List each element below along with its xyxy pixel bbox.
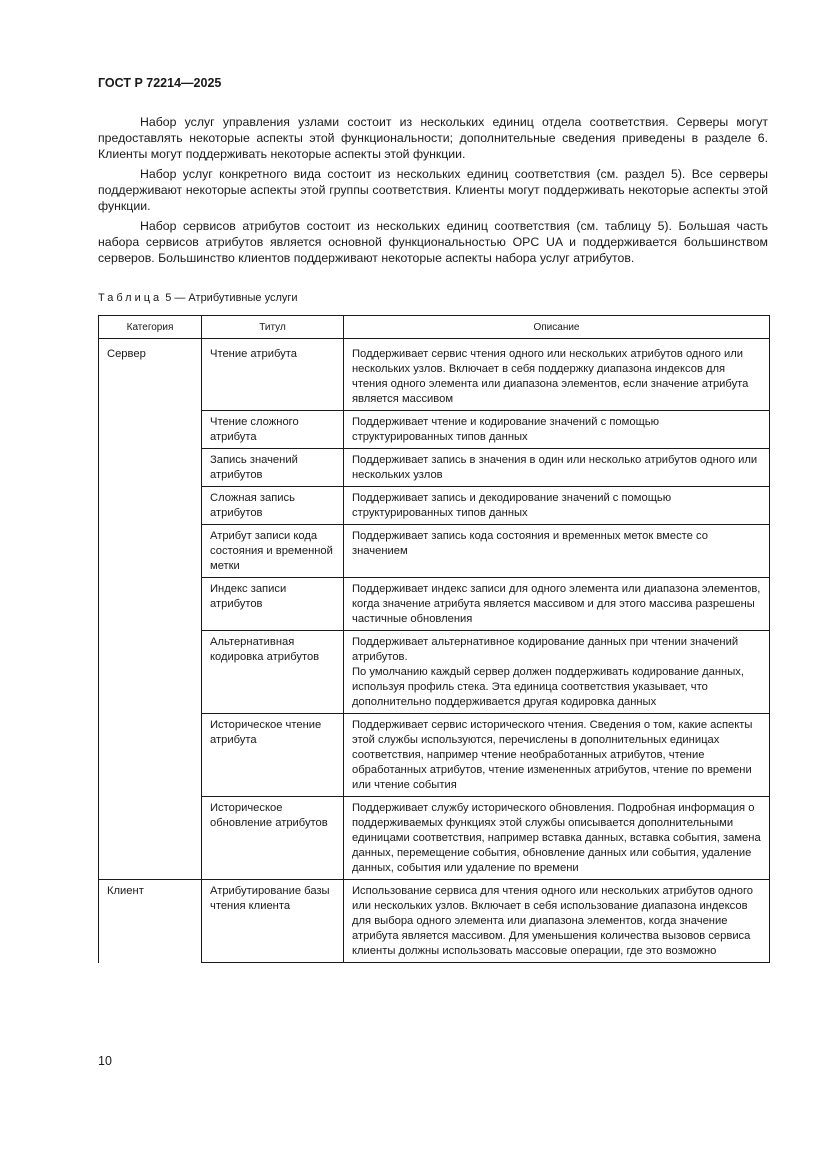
cell-category: Сервер [99, 339, 202, 411]
cell-category: Клиент [99, 880, 202, 963]
column-header-title: Титул [202, 316, 344, 339]
table-caption-text: 5 — Атрибутивные услуги [165, 292, 298, 304]
cell-description: Поддерживает запись и декодирование значений с помощью структурированных типов данных [344, 487, 770, 525]
cell-category [99, 487, 202, 525]
cell-description: Использование сервиса для чтения одного или нескольких атрибутов одного или нескольких узлов. Включает в себя использование диапазона индексов для выбора одного элемента или диапазона элементов, когда значение атрибута является массивом. Для уменьшения количества вызовов сервиса клиенты должны использовать массовые операции, где это возможно [344, 880, 770, 963]
cell-title: Атрибут записи кода состояния и временной метки [202, 525, 344, 578]
table-row [99, 339, 770, 411]
cell-description: Поддерживает чтение и кодирование значений с помощью структурированных типов данных [344, 411, 770, 449]
cell-description: Поддерживает сервис чтения одного или нескольких атрибутов одного или нескольких узлов. Включает в себя поддержку диапазона индексов для чтения одного элемента или диапазона элементов, если значение атрибута является массивом [344, 339, 770, 411]
table-row [99, 631, 770, 714]
cell-title: Альтернативная кодировка атрибутов [202, 631, 344, 714]
cell-title: Чтение сложного атрибута [202, 411, 344, 449]
column-header-description: Описание [344, 316, 770, 339]
table-caption-prefix: Таблица [98, 292, 163, 304]
paragraph: Набор сервисов атрибутов состоит из нескольких единиц соответствия (см. таблицу 5). Большая часть набора сервисов атрибутов является основной функциональностью OPC UA и поддерживается большинством серверов. Большинство клиентов поддерживают некоторые аспекты набора услуг атрибутов. [98, 219, 768, 265]
document-code: ГОСТ Р 72214—2025 [98, 76, 222, 90]
cell-description: Поддерживает запись кода состояния и временных меток вместе со значением [344, 525, 770, 578]
paragraph: Набор услуг конкретного вида состоит из нескольких единиц соответствия (см. раздел 5). Все серверы поддерживают некоторые аспекты этой группы соответствия. Клиенты могут поддерживать некоторые аспекты этой функции. [98, 167, 768, 213]
page-number: 10 [98, 1054, 112, 1068]
cell-category [99, 631, 202, 714]
table-caption [98, 292, 298, 304]
table-row [99, 487, 770, 525]
table-row [99, 797, 770, 880]
column-header-category: Категория [99, 316, 202, 339]
cell-description: Поддерживает службу исторического обновления. Подробная информация о поддерживаемых функциях этой службы описывается дополнительными единицами соответствия, например вставка данных, вставка события, замена данных, перемещение события, обновление данных или события, удаление данных, события или удаление по времени [344, 797, 770, 880]
cell-description: Поддерживает альтернативное кодирование данных при чтении значений атрибутов. По умолчанию каждый сервер должен поддерживать кодирование данных, используя профиль стека. Эта единица соответствия указывает, что дополнительно поддерживается другая кодировка данных [344, 631, 770, 714]
table-body [99, 339, 770, 963]
body-text [98, 114, 768, 270]
cell-title: Историческое чтение атрибута [202, 714, 344, 797]
table-row [99, 525, 770, 578]
cell-title: Запись значений атрибутов [202, 449, 344, 487]
cell-category [99, 411, 202, 449]
cell-category [99, 578, 202, 631]
cell-title: Индекс записи атрибутов [202, 578, 344, 631]
table-row [99, 714, 770, 797]
cell-category [99, 525, 202, 578]
cell-title: Чтение атрибута [202, 339, 344, 411]
table-row [99, 880, 770, 963]
attribute-services-table [98, 315, 770, 963]
cell-title: Атрибутирование базы чтения клиента [202, 880, 344, 963]
cell-category [99, 714, 202, 797]
paragraph: Набор услуг управления узлами состоит из нескольких единиц отдела соответствия. Серверы могут предоставлять некоторые аспекты этой функциональности; дополнительные сведения приведены в разделе 6. Клиенты могут поддерживать некоторые аспекты этой функции. [98, 115, 768, 161]
cell-description: Поддерживает индекс записи для одного элемента или диапазона элементов, когда значение атрибута является массивом и для этого массива разрешены частичные обновления [344, 578, 770, 631]
cell-description: Поддерживает сервис исторического чтения. Сведения о том, какие аспекты этой службы используются, перечислены в дополнительных единицах соответствия, например чтение необработанных атрибутов, чтение обработанных атрибутов, чтение измененных атрибутов, чтение по времени или чтение события [344, 714, 770, 797]
cell-category [99, 449, 202, 487]
cell-category [99, 797, 202, 880]
cell-title: Историческое обновление атрибутов [202, 797, 344, 880]
table-row [99, 411, 770, 449]
table-row [99, 449, 770, 487]
cell-description: Поддерживает запись в значения в один или несколько атрибутов одного или нескольких узлов [344, 449, 770, 487]
table-row [99, 578, 770, 631]
cell-title: Сложная запись атрибутов [202, 487, 344, 525]
table-header-row [99, 316, 770, 339]
